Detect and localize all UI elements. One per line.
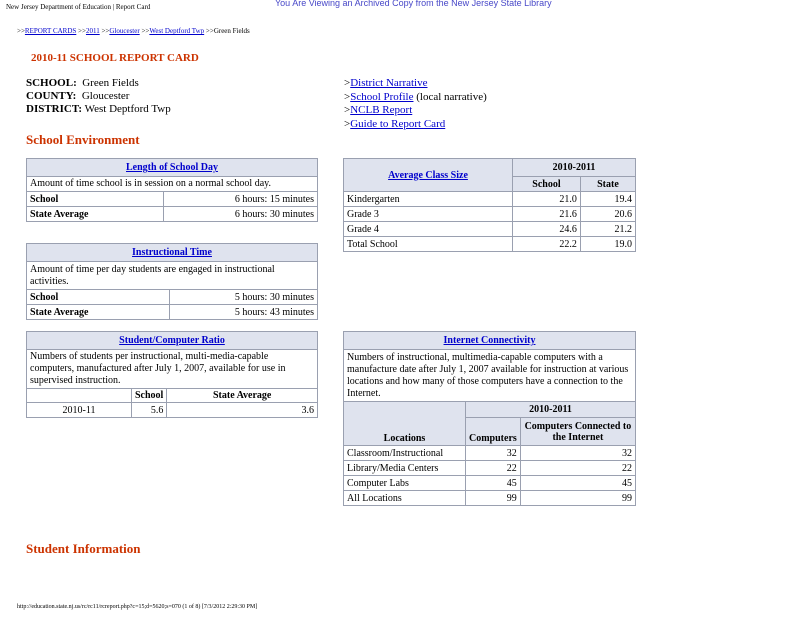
class-size-year: 2010-2011 — [513, 159, 636, 177]
breadcrumb — [17, 27, 250, 35]
class-size-row-label: Kindergarten — [344, 192, 513, 207]
computer-ratio-link[interactable]: Student/Computer Ratio — [119, 335, 225, 346]
class-size-school: 21.0 — [513, 192, 581, 207]
school-profile-suffix: (local narrative) — [413, 90, 487, 103]
class-size-table — [343, 158, 636, 252]
length-school-label: School — [27, 192, 164, 207]
length-of-day-description: Amount of time school is in session on a normal school day. — [27, 177, 318, 192]
ratio-school-value: 5.6 — [132, 403, 167, 418]
breadcrumb-west-deptford[interactable]: West Deptford Twp — [149, 27, 205, 35]
guide-link[interactable]: Guide to Report Card — [350, 118, 446, 131]
ratio-header-blank — [27, 389, 132, 403]
breadcrumb-2011[interactable]: 2011 — [85, 27, 100, 35]
page-footer-url: http://education.state.nj.us/rc/rc11/rcreport.php?c=15;d=5620;s=070 (1 of 8) [7/3/2012 2:29:30 PM] — [17, 604, 258, 610]
breadcrumb-report-cards[interactable]: REPORT CARDS — [24, 27, 77, 35]
internet-year: 2010-2011 — [466, 402, 636, 418]
ratio-col-state: State Average — [167, 389, 318, 403]
length-state-value: 6 hours: 30 minutes — [164, 207, 318, 222]
report-links — [344, 77, 487, 132]
class-size-school: 24.6 — [513, 222, 581, 237]
class-size-row-label: Grade 4 — [344, 222, 513, 237]
class-size-school: 22.2 — [513, 237, 581, 252]
ratio-state-value: 3.6 — [167, 403, 318, 418]
breadcrumb-sep: >> — [141, 27, 150, 35]
internet-connected: 32 — [520, 446, 635, 461]
internet-row-label: Library/Media Centers — [344, 461, 466, 476]
instructional-time-table — [26, 243, 318, 320]
class-size-row-label: Total School — [344, 237, 513, 252]
district-label: DISTRICT: — [26, 103, 83, 115]
link-prefix: > — [344, 118, 351, 131]
breadcrumb-sep: >> — [101, 27, 110, 35]
school-profile-link[interactable]: School Profile — [350, 90, 414, 103]
internet-row-label: Computer Labs — [344, 476, 466, 491]
class-size-state: 20.6 — [580, 207, 635, 222]
internet-connected: 99 — [520, 491, 635, 506]
class-size-row-label: Grade 3 — [344, 207, 513, 222]
county-label: COUNTY: — [26, 90, 77, 102]
section-school-environment: School Environment — [26, 132, 140, 147]
link-prefix: > — [344, 90, 351, 103]
county-name: Gloucester — [81, 90, 130, 102]
breadcrumb-sep: >> — [205, 27, 214, 35]
internet-col-locations: Locations — [344, 402, 466, 446]
length-state-label: State Average — [27, 207, 164, 222]
internet-description: Numbers of instructional, multimedia-capable computers with a manufacture date after July 1, 2007 available for instruction at various locations and how many of those computers have a connection to the Internet. — [344, 350, 636, 402]
school-info — [26, 77, 171, 116]
breadcrumb-gloucester[interactable]: Gloucester — [109, 27, 140, 35]
class-size-state: 21.2 — [580, 222, 635, 237]
archive-notice: You Are Viewing an Archived Copy from the New Jersey State Library — [275, 0, 552, 8]
link-prefix: > — [344, 104, 351, 117]
section-student-information: Student Information — [26, 541, 141, 556]
class-size-col-school: School — [513, 177, 581, 192]
ratio-col-school: School — [132, 389, 167, 403]
computer-ratio-description: Numbers of students per instructional, multi-media-capable computers, manufactured after July 1, 2007, available for use in supervised instruction. — [27, 350, 318, 389]
school-name: Green Fields — [82, 77, 139, 89]
class-size-state: 19.0 — [580, 237, 635, 252]
class-size-school: 21.6 — [513, 207, 581, 222]
internet-computers: 32 — [466, 446, 521, 461]
district-narrative-link[interactable]: District Narrative — [350, 77, 428, 89]
district-name: West Deptford Twp — [84, 103, 171, 115]
internet-row-label: All Locations — [344, 491, 466, 506]
internet-col-connected: Computers Connected to the Internet — [520, 418, 635, 446]
instructional-time-description: Amount of time per day students are engaged in instructional activities. — [27, 262, 318, 290]
instructional-time-link[interactable]: Instructional Time — [132, 247, 212, 258]
length-school-value: 6 hours: 15 minutes — [164, 192, 318, 207]
internet-row-label: Classroom/Instructional — [344, 446, 466, 461]
breadcrumb-current: Green Fields — [213, 27, 250, 35]
breadcrumb-sep: >> — [17, 27, 25, 35]
internet-computers: 99 — [466, 491, 521, 506]
class-size-link[interactable]: Average Class Size — [388, 169, 468, 181]
class-size-col-state: State — [580, 177, 635, 192]
instr-school-value: 5 hours: 30 minutes — [170, 290, 318, 305]
link-prefix: > — [344, 77, 351, 89]
internet-connectivity-link[interactable]: Internet Connectivity — [443, 335, 536, 346]
internet-computers: 22 — [466, 461, 521, 476]
page-header-text: New Jersey Department of Education | Report Card — [6, 3, 151, 11]
internet-col-computers: Computers — [466, 418, 521, 446]
internet-connected: 22 — [520, 461, 635, 476]
instr-school-label: School — [27, 290, 170, 305]
class-size-state: 19.4 — [580, 192, 635, 207]
instr-state-label: State Average — [27, 305, 170, 320]
school-label: SCHOOL: — [26, 77, 77, 89]
computer-ratio-table — [26, 331, 318, 418]
breadcrumb-sep: >> — [78, 27, 86, 35]
internet-connectivity-table — [343, 331, 636, 506]
length-of-day-link[interactable]: Length of School Day — [126, 162, 218, 173]
internet-connected: 45 — [520, 476, 635, 491]
ratio-year: 2010-11 — [27, 403, 132, 418]
internet-computers: 45 — [466, 476, 521, 491]
nclb-report-link[interactable]: NCLB Report — [350, 104, 413, 117]
instr-state-value: 5 hours: 43 minutes — [170, 305, 318, 320]
length-of-day-table — [26, 158, 318, 222]
page-title: 2010-11 SCHOOL REPORT CARD — [31, 52, 199, 64]
